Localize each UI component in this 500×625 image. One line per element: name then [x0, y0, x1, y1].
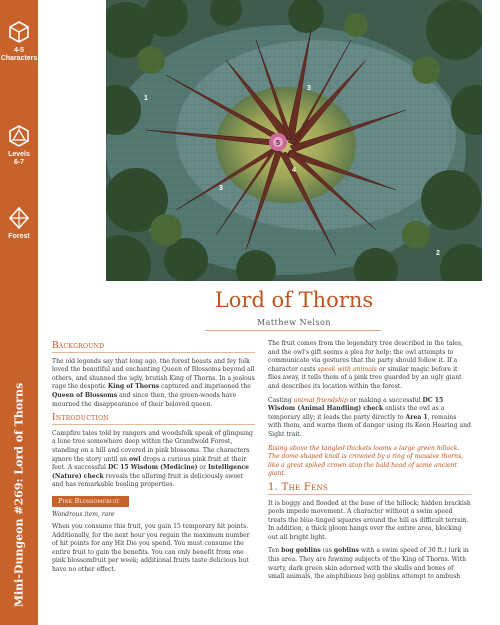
author-name: Matthew Nelson	[256, 318, 332, 327]
introduction-paragraph: Campfire tales told by rangers and woodsfolk speak of glimpsing a lone tree somewhere deep within the Grandwold Forest, standing on a hill and covered in pink blossoms. The characters ignore the story until an owl drops a curious pink fruit at their feet. A successful DC 15 Wisdom (Medicine) or Intelligence (Nature) check reveals the alluring fruit is deliciously sweet and has remarkable healing properties.	[52, 429, 253, 489]
d8-icon	[8, 206, 30, 230]
fens-heading: 1. The Fens	[268, 484, 471, 495]
item-description: When you consume this fruit, you gain 15 temporary hit points. Additionally, for the next hour you regain the maximum number of hit points for any Hit Die you spend. You must consume the entire fruit to gain the benefits. You can only benefit from one pink blossomfruit per week; additional fruits taste delicious but have no other effect.	[52, 523, 250, 574]
terrain-label: Forest	[8, 233, 30, 240]
characters-label: Characters	[0, 55, 38, 62]
characters-value: 4-5	[13, 47, 25, 54]
item-name: Pink Blossomfruit	[52, 496, 129, 507]
magic-item-block	[52, 496, 255, 575]
map-marker-1: 1	[144, 95, 148, 102]
d20-icon	[8, 124, 30, 148]
right-column	[268, 340, 471, 587]
series-title	[4, 375, 34, 615]
map-marker-3b: 3	[219, 185, 223, 192]
map-marker-4: 4	[292, 167, 296, 174]
sidebar	[0, 0, 38, 625]
levels-value: 6-7	[13, 159, 25, 166]
dungeon-map	[106, 0, 482, 281]
item-type: Wondrous item, rare	[52, 510, 115, 518]
map-marker-2: 2	[436, 250, 440, 257]
levels-label: Levels	[8, 151, 30, 158]
introduction-heading: Introduction	[52, 414, 255, 425]
owl-paragraph: The fruit comes from the legendary tree described in the tales, and the owl's gift seems a plea for help; the owl attempts to communicate via gestures that the party should follow it. If a character casts speak with animals or similar magic before it flies away, it tells them of a pink tree guarded by an ugly giant and describes its location within the forest.	[268, 340, 463, 390]
boxed-read-aloud-text: Rising above the tangled thickets looms a large green hillock. The dome-shaped knoll is crowned by a ring of massive thorns, like a great spiked crown atop the bald head of some ancient giant.	[268, 444, 464, 478]
background-paragraph: The old legends say that long ago, the forest beasts and fey folk loved the beautiful and enchanting Queen of Blossoms beyond all others, and shunned the ugly, brutish King of Thorns. In a jealous rage the despotic King of Thorns captured and imprisoned the Queen of Blossoms and since then, the green-woods have mourned the disappearance of their beloved queen.	[52, 357, 255, 408]
map-marker-3: 3	[307, 85, 311, 92]
map-illustration	[106, 0, 482, 281]
friendship-paragraph: Casting animal friendship or making a successful DC 15 Wisdom (Animal Handling) check enlists the owl as a temporary ally; it leads the party directly to Area 1, remains with them, and warns them of danger using its Keen Hearing and Sight trait.	[268, 396, 471, 438]
characters-badge	[0, 20, 38, 63]
page-title: Lord of Thorns	[214, 288, 374, 312]
levels-badge	[0, 124, 38, 167]
goblins-paragraph: Ten bog goblins (as goblins with a swim speed of 30 ft.) lurk in this area. They are fawning subjects of the King of Thorns. With warty, dark green skin adorned with the skulls and bones of small animals, the amphibious bog goblins attempt to ambush	[268, 547, 469, 581]
series-title-text: Mini-Dungeon #269: Lord of Thorns	[12, 382, 26, 608]
background-heading: Background	[52, 342, 255, 353]
title-divider	[205, 330, 381, 331]
fens-paragraph: It is boggy and flooded at the base of the hillock; hidden brackish pools impede movement. A character without a swim speed treats the blue-tinged squares around the hill as difficult terrain. In addition, a thick gloom hangs over the entire area, blocking out all bright light.	[268, 499, 471, 541]
terrain-badge	[0, 206, 38, 241]
map-marker-5: 5	[276, 140, 280, 147]
cube-icon	[8, 20, 30, 44]
left-column	[52, 340, 255, 580]
